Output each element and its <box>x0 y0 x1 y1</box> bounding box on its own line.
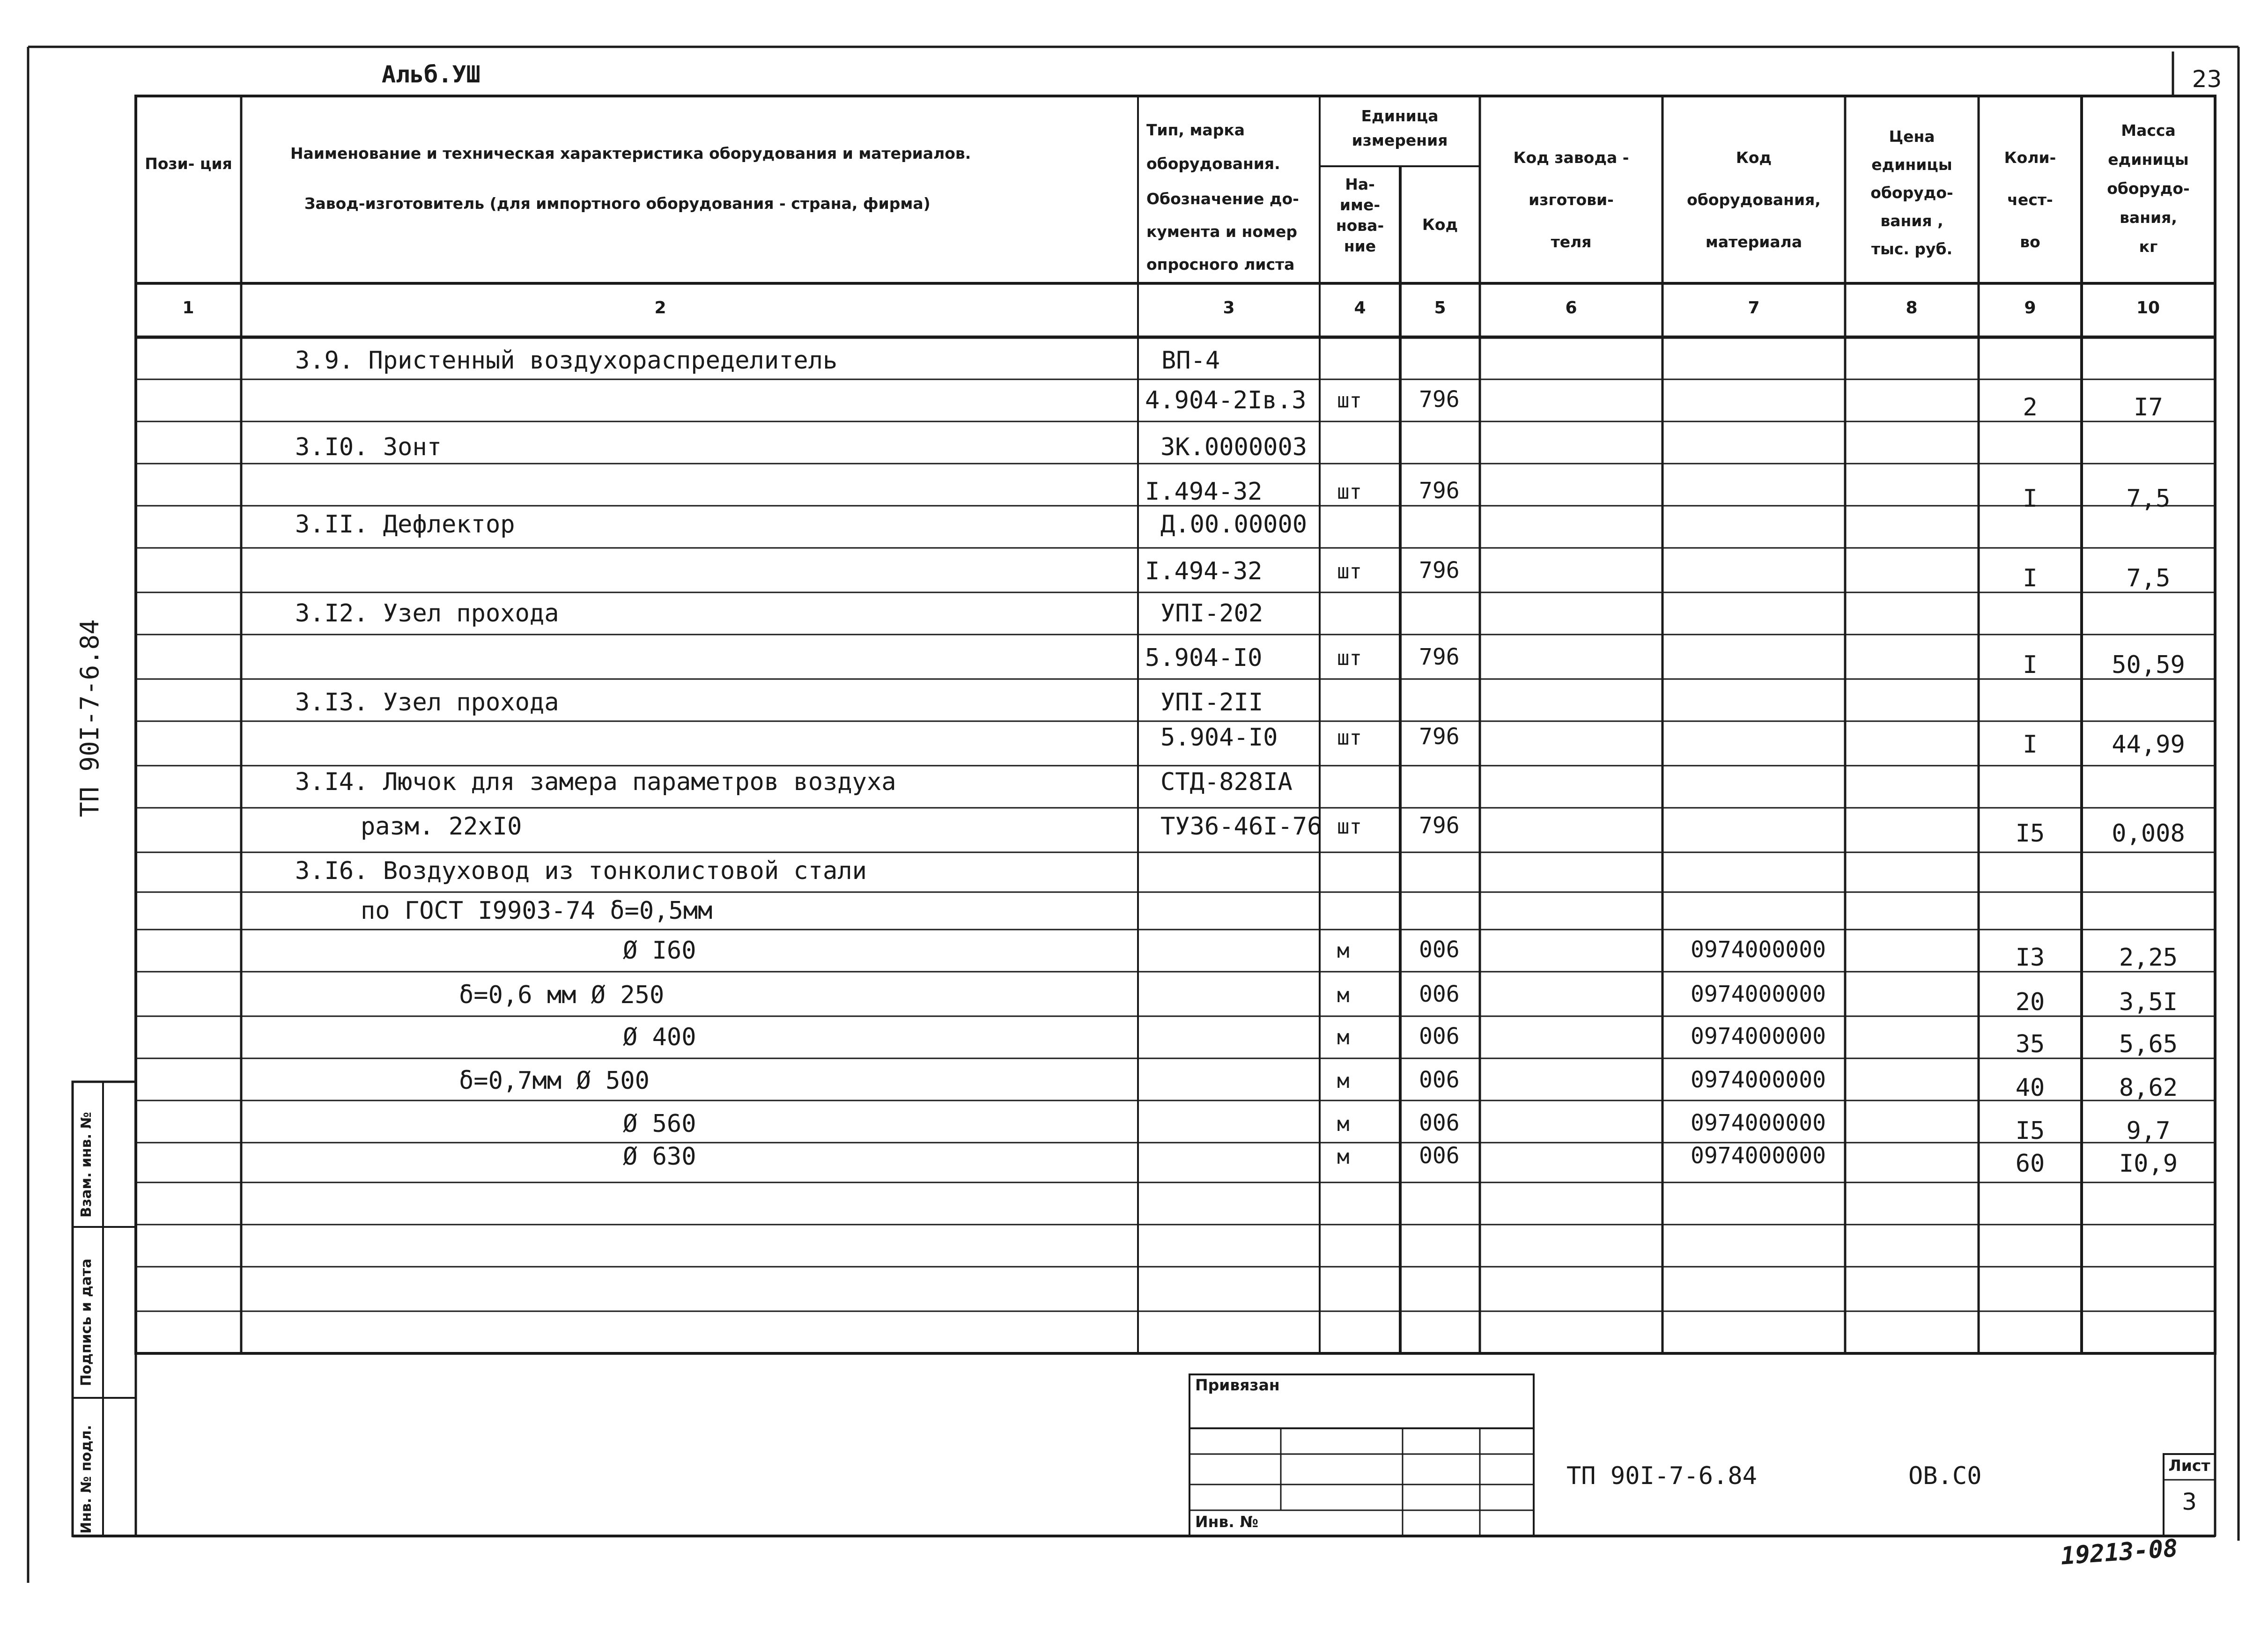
item-material-code: 0974000000 <box>1691 981 1826 1007</box>
item-type: I.494-32 <box>1145 557 1263 585</box>
item-unit: м <box>1337 1112 1350 1136</box>
item-unit-code: 796 <box>1419 386 1460 413</box>
item-type: УПI-202 <box>1160 599 1263 628</box>
side-label-signature-date: Подпись и дата <box>78 1258 95 1386</box>
item-unit-code: 006 <box>1419 1143 1460 1169</box>
header-type-line: оборудования. <box>1146 155 1280 173</box>
item-unit: м <box>1337 1145 1350 1169</box>
item-mass: 5,65 <box>2119 1030 2178 1058</box>
item-mass: I0,9 <box>2119 1150 2178 1178</box>
item-material-code: 0974000000 <box>1691 1067 1826 1093</box>
item-name: Ø 630 <box>623 1143 696 1171</box>
item-mass: 8,62 <box>2119 1074 2178 1102</box>
header-unit-name: На- име- нова- ние <box>1336 175 1384 255</box>
item-unit: шт <box>1337 815 1362 839</box>
item-name: по ГОСТ I9903-74 δ=0,5мм <box>361 897 713 925</box>
header-name-line1: Наименование и техническая характеристика оборудования и материалов. <box>290 144 971 162</box>
header-name-line2: Завод-изготовитель (для импортного оборудования - страна, фирма) <box>304 194 931 213</box>
item-quantity: I <box>2023 564 2038 592</box>
page-number: 23 <box>2192 66 2222 93</box>
header-quantity: Коли- чест- во <box>2004 148 2056 251</box>
header-type-line: Тип, марка <box>1146 121 1245 139</box>
item-quantity: I <box>2023 731 2038 759</box>
item-type: 5.904-I0 <box>1145 644 1263 672</box>
item-mass: 7,5 <box>2126 564 2171 592</box>
item-type: 5.904-I0 <box>1160 724 1278 752</box>
stamp-inventory-number: Инв. № <box>1195 1513 1259 1531</box>
item-type: I.494-32 <box>1145 478 1263 506</box>
item-type: 4.904-2Iв.3 <box>1145 386 1307 414</box>
item-mass: 7,5 <box>2126 485 2171 513</box>
item-quantity: I <box>2023 651 2038 679</box>
item-unit: м <box>1337 983 1350 1007</box>
header-material-code: Код оборудования, материала <box>1687 148 1821 251</box>
item-unit-code: 006 <box>1419 1110 1460 1136</box>
header-position: Пози- ция <box>145 155 232 173</box>
item-unit-code: 796 <box>1419 644 1460 670</box>
item-material-code: 0974000000 <box>1691 1023 1826 1049</box>
item-mass: 3,5I <box>2119 988 2178 1016</box>
item-name: 3.I0. Зонт <box>295 433 442 461</box>
item-unit-code: 796 <box>1419 557 1460 583</box>
item-type: ЗК.0000003 <box>1160 433 1308 461</box>
side-document-code: ТП 90I-7-6.84 <box>75 619 104 817</box>
item-unit: шт <box>1337 480 1362 504</box>
item-mass: 9,7 <box>2126 1117 2171 1145</box>
item-name: Ø 400 <box>623 1023 696 1051</box>
item-quantity: I <box>2023 485 2038 513</box>
item-type: ТУ36-46I-76 <box>1160 812 1322 841</box>
item-name: 3.I6. Воздуховод из тонколистовой стали <box>295 857 867 885</box>
item-quantity: I5 <box>2015 1117 2045 1145</box>
item-unit: шт <box>1337 560 1362 583</box>
item-unit-code: 796 <box>1419 724 1460 750</box>
item-mass: 50,59 <box>2112 651 2185 679</box>
item-name: Ø I60 <box>623 937 696 965</box>
item-type: ВП-4 <box>1161 347 1220 375</box>
item-quantity: 40 <box>2015 1074 2045 1102</box>
item-unit-code: 006 <box>1419 937 1460 963</box>
item-mass: I7 <box>2134 393 2163 421</box>
item-name: Ø 560 <box>623 1110 696 1138</box>
item-name: 3.9. Пристенный воздухораспределитель <box>295 347 838 375</box>
header-type-line: кумента и номер <box>1146 222 1298 241</box>
item-name: разм. 22хI0 <box>361 812 522 841</box>
item-name: 3.I4. Лючок для замера параметров воздуха <box>295 768 896 796</box>
header-unit-price: Цена единицы оборудо- вания , тыс. руб. <box>1870 127 1953 258</box>
item-mass: 2,25 <box>2119 944 2178 972</box>
item-name: δ=0,7мм Ø 500 <box>459 1067 650 1095</box>
item-unit-code: 006 <box>1419 1023 1460 1049</box>
item-quantity: 35 <box>2015 1030 2045 1058</box>
item-quantity: I5 <box>2015 820 2045 848</box>
side-label-replacement-inv: Взам. инв. № <box>78 1112 95 1218</box>
item-material-code: 0974000000 <box>1691 1143 1826 1169</box>
album-label: Альб.УШ <box>382 61 480 88</box>
header-unit-mass: Масса единицы оборудо- вания, кг <box>2107 121 2190 256</box>
item-unit-code: 796 <box>1419 812 1460 839</box>
stamp-sheet-label: Лист <box>2168 1456 2210 1475</box>
item-unit: шт <box>1337 726 1362 750</box>
stamp-document-code: ТП 90I-7-6.84 <box>1566 1462 1757 1490</box>
item-name: 3.I2. Узел прохода <box>295 599 559 628</box>
item-quantity: 20 <box>2015 988 2045 1016</box>
stamp-privyazan: Привязан <box>1195 1376 1280 1394</box>
item-quantity: 60 <box>2015 1150 2045 1178</box>
item-unit: м <box>1337 1026 1350 1049</box>
item-unit: шт <box>1337 646 1362 670</box>
drawing-sheet: Альб.УШ 23 Пози- ция Наименование и техническая характеристика оборудования и материалов. Завод-изготовитель (для импортного оборудования - страна, фирма) Тип, марка оборудования. Обозначение до- кумента и номер опросного листа Единица измерения На- име- нова- ние Код Код завода - изготови- теля Код оборудования, материала Цена единицы оборудо- вания , тыс. руб. Коли- чест- во Масса единицы оборудо- вания, кг 1 2 3 4 5 6 7 8 9 10 3.9. Пристенный воздухораспределитель ВП-4 4.904-2Iв.3 шт 796 2 I7 3.I0. Зонт ЗК.0000003 I.494-32 шт 796 I 7,5 3.II. Дефлектор Д.00.00000 I.494-32 шт 796 I 7,5 3.I2. Узел прохода УПI-202 5.904-I0 шт 796 I 50,59 3.I3. Узел прохода УПI-2II 5.904-I0 шт 796 I 44,99 3.I4. Лючок для замера параметров воздуха СТД-828IА разм. 22хI0 ТУ36-46I-76 шт 796 I5 0,008 3.I6. Воздуховод из тонколистовой стали по ГОСТ I9903-74 δ=0,5мм Ø I60 м 006 0974000000 I3 2,25 δ=0,6 мм Ø 250 м 006 0974000000 20 3,5I Ø 400 м 006 0974000000 35 5,65 δ=0,7мм Ø 500 м 006 0974000000 40 8,62 Ø 560 м 006 0974000000 I5 9,7 Ø 630 м 006 0974000000 60 I0,9 ТП 90I-7-6.84 Взам. инв. № Подпись и дата Инв. № подл. Привязан Инв. № ТП 90I-7-6.84 ОВ.С0 Лист 3 19213-08 <box>0 0 2268 1632</box>
item-name: 3.II. Дефлектор <box>295 510 515 539</box>
item-type: Д.00.00000 <box>1160 510 1308 539</box>
header-factory-code: Код завода - изготови- теля <box>1513 148 1629 251</box>
stamp-sheet-number: 3 <box>2182 1488 2197 1515</box>
item-unit: м <box>1337 1069 1350 1093</box>
item-type: СТД-828IА <box>1160 768 1293 796</box>
item-type: УПI-2II <box>1160 688 1263 716</box>
header-unit-group: Единица измерения <box>1352 107 1448 149</box>
item-unit-code: 796 <box>1419 478 1460 504</box>
item-unit-code: 006 <box>1419 1067 1460 1093</box>
side-label-original-inv: Инв. № подл. <box>78 1425 95 1534</box>
header-type-line: Обозначение до- <box>1146 190 1299 208</box>
header-unit-code: Код <box>1422 215 1458 234</box>
item-mass: 44,99 <box>2112 731 2185 759</box>
item-quantity: I3 <box>2015 944 2045 972</box>
item-mass: 0,008 <box>2112 820 2185 848</box>
item-unit-code: 006 <box>1419 981 1460 1007</box>
item-name: δ=0,6 мм Ø 250 <box>459 981 665 1009</box>
header-type-line: опросного листа <box>1146 255 1295 273</box>
stamp-mark: ОВ.С0 <box>1908 1462 1982 1490</box>
item-name: 3.I3. Узел прохода <box>295 688 559 716</box>
item-material-code: 0974000000 <box>1691 937 1826 963</box>
item-material-code: 0974000000 <box>1691 1110 1826 1136</box>
item-unit: шт <box>1337 389 1362 413</box>
item-quantity: 2 <box>2023 393 2038 421</box>
handwritten-archive-number: 19213-08 <box>2060 1534 2179 1571</box>
item-unit: м <box>1337 939 1350 963</box>
